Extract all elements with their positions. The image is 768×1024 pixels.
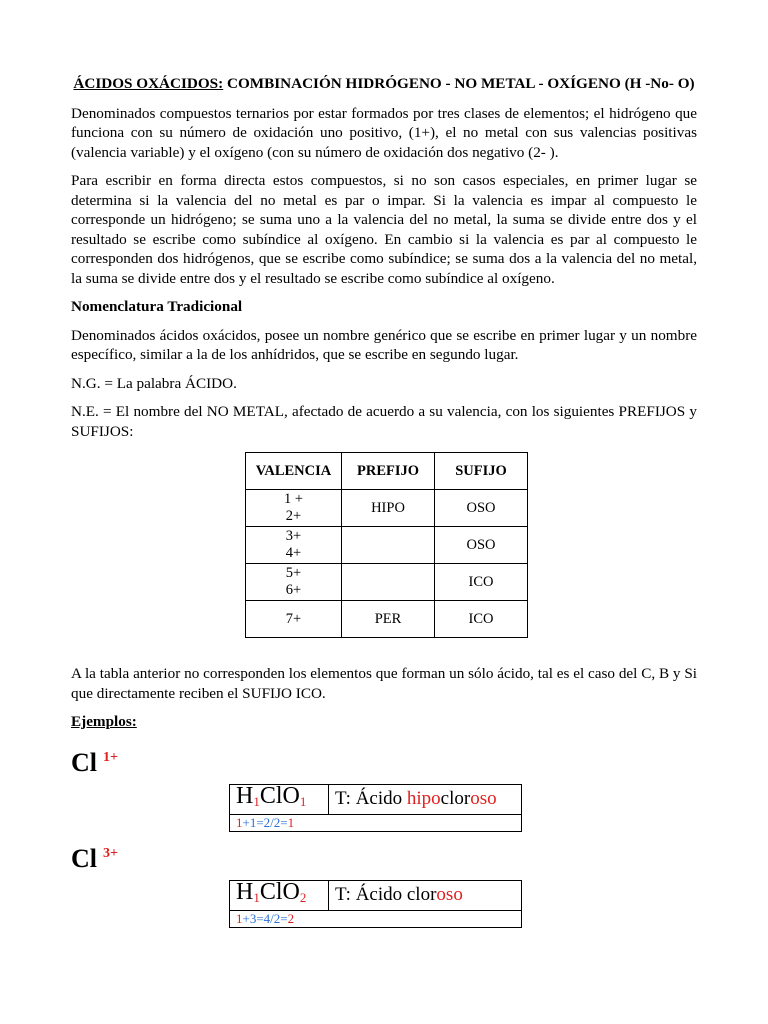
table-cell-prefijo: HIPO	[342, 490, 435, 527]
table-cell-valencia: 1 + 2+	[246, 490, 342, 527]
title-main: ÁCIDOS OXÁCIDOS:	[73, 75, 224, 92]
formula-calc: 1+1=2/2=1	[230, 814, 522, 831]
table-header: VALENCIA	[246, 453, 342, 490]
ion-element: Cl	[71, 747, 97, 777]
ion-charge: 3+	[103, 845, 118, 861]
page-title	[71, 74, 697, 94]
table-row	[246, 527, 528, 564]
title-sub: COMBINACIÓN HIDRÓGENO - NO METAL - OXÍGENO (H -No- O)	[223, 75, 695, 92]
ion-charge: 1+	[103, 749, 118, 765]
examples-label: Ejemplos:	[71, 713, 137, 730]
formula-calc: 1+3=4/2=2	[230, 910, 522, 927]
formula-cell: $H_1ClO_2$	[230, 880, 329, 910]
paragraph-intro: Denominados compuestos ternarios por estar formados por tres clases de elementos; el hidrógeno que funciona con su número de oxidación uno positivo, (1+), el no metal con sus valencias positivas (valencia variable) y el oxígeno (con su número de oxidación dos negativo (2- ).	[71, 104, 697, 161]
table-header-row	[246, 453, 528, 490]
paragraph-single-acid: A la tabla anterior no corresponden los elementos que forman un sólo ácido, tal es el caso del C, B y Si que directamente reciben el SUFIJO ICO.	[71, 665, 697, 702]
paragraph-ne: N.E. = El nombre del NO METAL, afectado de acuerdo a su valencia, con los siguientes PREFIJOS y SUFIJOS:	[71, 403, 697, 440]
table-cell-valencia: 7+	[246, 601, 342, 638]
document-page	[71, 66, 697, 928]
paragraph-method: Para escribir en forma directa estos compuestos, si no son casos especiales, en primer lugar se determina si la valencia del no metal es par o impar. Si la valencia es impar al compuesto le corresponde un hidrógeno; se suma uno a la valencia del no metal, la suma se divide entre dos y el resultado se escribe como subíndice al oxígeno. En cambio si la valencia es par al compuesto le corresponden dos hidrógenos, que se escribe como subíndice; se suma dos a la valencia del no metal, la suma se divide entre dos y el resultado se escribe como subíndice al oxígeno.	[71, 172, 697, 287]
formula-cell: $H_1ClO_1$	[230, 784, 329, 814]
table-cell-sufijo: OSO	[435, 490, 528, 527]
table-cell-valencia: 3+ 4+	[246, 527, 342, 564]
section-heading: Nomenclatura Tradicional	[71, 298, 243, 315]
valence-table	[245, 452, 528, 638]
table-header: PREFIJO	[342, 453, 435, 490]
paragraph-ng: N.G. = La palabra ÁCIDO.	[71, 374, 237, 392]
table-cell-prefijo	[342, 527, 435, 564]
table-cell-prefijo: PER	[342, 601, 435, 638]
table-cell-valencia: 5+ 6+	[246, 564, 342, 601]
ion-label	[71, 840, 697, 873]
table-cell-sufijo: ICO	[435, 601, 528, 638]
formula-box	[229, 880, 522, 928]
table-cell-sufijo: OSO	[435, 527, 528, 564]
formula-box	[229, 784, 522, 832]
table-row	[246, 601, 528, 638]
table-row	[246, 564, 528, 601]
table-cell-prefijo	[342, 564, 435, 601]
table-row	[246, 490, 528, 527]
formula-name-cell: T: Ácido cloroso	[329, 880, 522, 910]
ion-element: Cl	[71, 843, 97, 873]
paragraph-nomenclature: Denominados ácidos oxácidos, posee un nombre genérico que se escribe en primer lugar y un nombre específico, similar a la de los anhídridos, que se escribe en segundo lugar.	[71, 326, 697, 363]
table-cell-sufijo: ICO	[435, 564, 528, 601]
formula-name-cell: T: Ácido hipocloroso	[329, 784, 522, 814]
table-header: SUFIJO	[435, 453, 528, 490]
ion-label	[71, 744, 697, 777]
